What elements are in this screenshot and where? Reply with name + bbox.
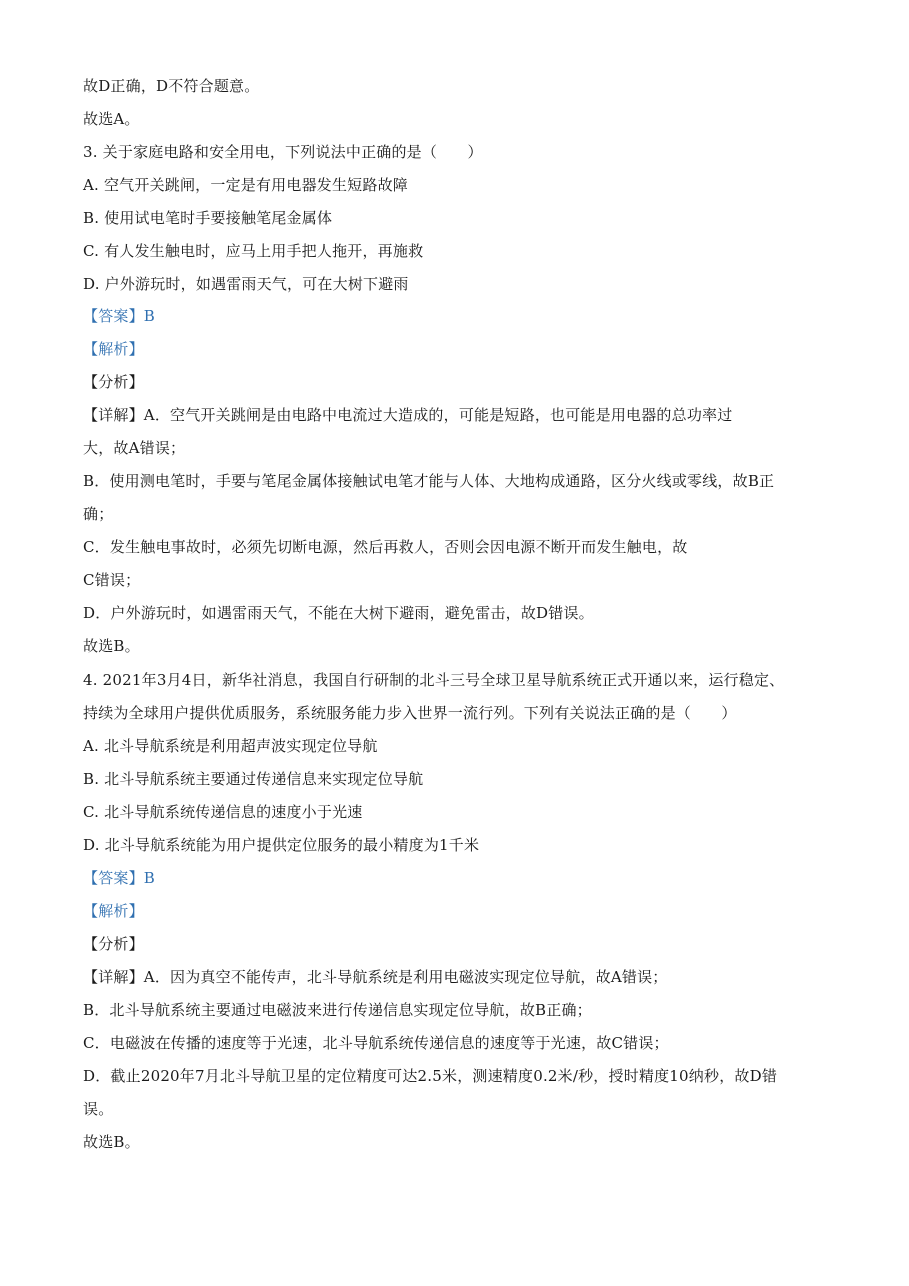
question-3-choose-b: 故选B。: [83, 637, 140, 655]
question-4-stem-line2: 持续为全球用户提供优质服务，系统服务能力步入世界一流行列。下列有关说法正确的是（ ）: [83, 704, 737, 722]
question-4-detail-c: C．电磁波在传播的速度等于光速，北斗导航系统传递信息的速度等于光速，故C错误；: [83, 1034, 669, 1052]
question-4-option-b: B. 北斗导航系统主要通过传递信息来实现定位导航: [83, 770, 424, 788]
question-3-breakdown-heading: 【分析】: [83, 373, 144, 391]
question-4-choose-b: 故选B。: [83, 1133, 140, 1151]
question-4-answer: 【答案】B: [83, 869, 156, 887]
question-4-option-a: A. 北斗导航系统是利用超声波实现定位导航: [83, 737, 378, 755]
question-3-option-b: B. 使用试电笔时手要接触笔尾金属体: [83, 209, 333, 227]
question-3-analysis-heading: 【解析】: [83, 340, 144, 358]
question-3-detail-d: D．户外游玩时，如遇雷雨天气，不能在大树下避雨，避免雷击，故D错误。: [83, 604, 594, 622]
question-4-analysis-heading: 【解析】: [83, 902, 144, 920]
question-4-stem-line1: 4. 2021年3月4日，新华社消息，我国自行研制的北斗三号全球卫星导航系统正式开通以来，运行稳定、: [83, 671, 785, 689]
question-3-detail-a-line2: 大，故A错误；: [83, 439, 186, 457]
question-4-detail-b: B．北斗导航系统主要通过电磁波来进行传递信息实现定位导航，故B正确；: [83, 1001, 592, 1019]
text-line-conclusion-d: 故D正确，D不符合题意。: [83, 77, 260, 95]
text-line-choose-a: 故选A。: [83, 110, 140, 128]
question-4-option-d: D. 北斗导航系统能为用户提供定位服务的最小精度为1千米: [83, 836, 480, 854]
question-3-option-d: D. 户外游玩时，如遇雷雨天气，可在大树下避雨: [83, 275, 409, 293]
question-3-detail-c-line2: C错误；: [83, 571, 141, 589]
question-4-breakdown-heading: 【分析】: [83, 935, 144, 953]
question-3-detail-c-line1: C．发生触电事故时，必须先切断电源，然后再救人，否则会因电源不断开而发生触电，故: [83, 538, 688, 556]
question-3-stem: 3. 关于家庭电路和安全用电，下列说法中正确的是（ ）: [83, 143, 483, 161]
question-3-detail-b-line2: 确；: [83, 505, 114, 523]
question-3-option-c: C. 有人发生触电时，应马上用手把人拖开，再施救: [83, 242, 424, 260]
question-4-option-c: C. 北斗导航系统传递信息的速度小于光速: [83, 803, 363, 821]
question-4-detail-d-line1: D．截止2020年7月北斗导航卫星的定位精度可达2.5米，测速精度0.2米/秒，授时精度10纳秒，故D错: [83, 1067, 778, 1085]
question-3-option-a: A. 空气开关跳闸，一定是有用电器发生短路故障: [83, 176, 408, 194]
question-3-answer: 【答案】B: [83, 307, 156, 325]
question-4-detail-a: 【详解】A．因为真空不能传声，北斗导航系统是利用电磁波实现定位导航，故A错误；: [83, 968, 668, 986]
question-4-detail-d-line2: 误。: [83, 1100, 114, 1118]
question-3-detail-b-line1: B．使用测电笔时，手要与笔尾金属体接触试电笔才能与人体、大地构成通路，区分火线或零线，故B正: [83, 472, 775, 490]
question-3-detail-a-line1: 【详解】A．空气开关跳闸是由电路中电流过大造成的，可能是短路，也可能是用电器的总功率过: [83, 406, 733, 424]
